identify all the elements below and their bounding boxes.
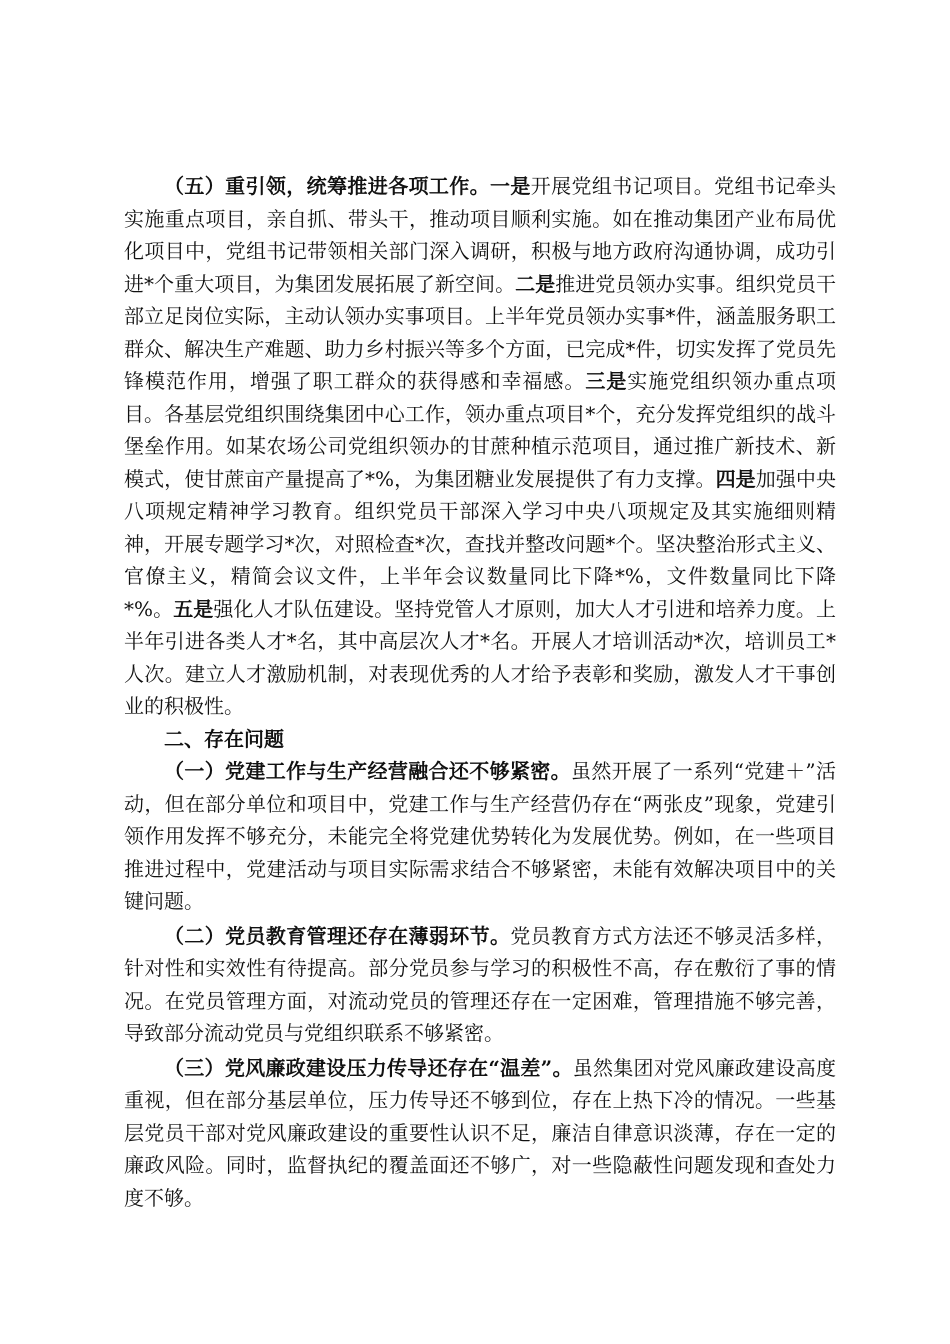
item-five-text: 强化人才队伍建设。坚持党管人才原则，加大人才引进和培养力度。上半年引进各类人才*名，其中高层次人才*名。开展人才培训活动*次，培训员工*人次。建立人才激励机制，对表现优秀的人才给予表彰和奖励，激发人才干事创业的积极性。: [124, 596, 837, 718]
issue-two-title: （二）党员教育管理还存在薄弱环节。: [164, 923, 511, 948]
paragraph-five-title: （五）重引领，统筹推进各项工作。: [164, 174, 490, 198]
marker-two: 二是: [515, 271, 556, 296]
document-page: [124, 170, 836, 1214]
issue-one: [124, 755, 836, 918]
item-three-text: 实施党组织领办重点项目。各基层党组织围绕集团中心工作，领办重点项目*个，充分发挥党组织的战斗堡垒作用。如某农场公司党组织领办的甘蔗种植示范项目，通过推广新技术、新模式，使甘蔗亩产量提高了*%，为集团糖业发展提供了有力支撑。: [124, 369, 837, 491]
issue-one-title: （一）党建工作与生产经营融合还不够紧密。: [164, 759, 571, 783]
marker-one: 一是: [490, 174, 531, 198]
section-heading: 二、存在问题: [164, 726, 284, 751]
issue-three-body: 虽然集团对党风廉政建设高度重视，但在部分基层单位，压力传导还不够到位，存在上热下冷的情况。一些基层党员干部对党风廉政建设的重要性认识不足，廉洁自律意识淡薄，存在一定的廉政风险。同时，监督执纪的覆盖面还不够广，对一些隐蔽性问题发现和查处力度不够。: [124, 1055, 837, 1210]
paragraph-five: [124, 170, 836, 723]
marker-four: 四是: [715, 466, 756, 491]
issue-two-body: 党员教育方式方法还不够灵活多样，针对性和实效性有待提高。部分党员参与学习的积极性不高，存在敷衍了事的情况。在党员管理方面，对流动党员的管理还存在一定困难，管理措施不够完善，导致部分流动党员与党组织联系不够紧密。: [124, 923, 836, 1045]
issue-three: [124, 1052, 836, 1215]
item-two-text: 推进党员领办实事。组织党员干部立足岗位实际，主动认领办实事项目。上半年党员领办实事*件，涵盖服务职工群众、解决生产难题、助力乡村振兴等多个方面，已完成*件，切实发挥了党员先锋模范作用，增强了职工群众的获得感和幸福感。: [124, 271, 837, 393]
item-four-text: 加强中央八项规定精神学习教育。组织党员干部深入学习中央八项规定及其实施细则精神，开展专题学习*次，对照检查*次，查找并整改问题*个。坚决整治形式主义、官僚主义，精简会议文件，上半年会议数量同比下降*%，文件数量同比下降*%。: [124, 466, 837, 621]
marker-three: 三是: [585, 369, 628, 393]
marker-five: 五是: [173, 596, 214, 621]
item-one-text: 开展党组书记项目。党组书记牵头实施重点项目，亲自抓、带头干，推动项目顺利实施。如在推动集团产业布局优化项目中，党组书记带领相关部门深入调研，积极与地方政府沟通协调，成功引进*个重大项目，为集团发展拓展了新空间。: [124, 174, 836, 296]
issue-one-body: 虽然开展了一系列“党建＋”活动，但在部分单位和项目中，党建工作与生产经营仍存在“两张皮”现象，党建引领作用发挥不够充分，未能完全将党建优势转化为发展优势。例如，在一些项目推进过程中，党建活动与项目实际需求结合不够紧密，未能有效解决项目中的关键问题。: [124, 759, 836, 913]
issue-two: [124, 920, 836, 1050]
issue-three-title: （三）党风廉政建设压力传导还存在“温差”。: [164, 1055, 573, 1080]
